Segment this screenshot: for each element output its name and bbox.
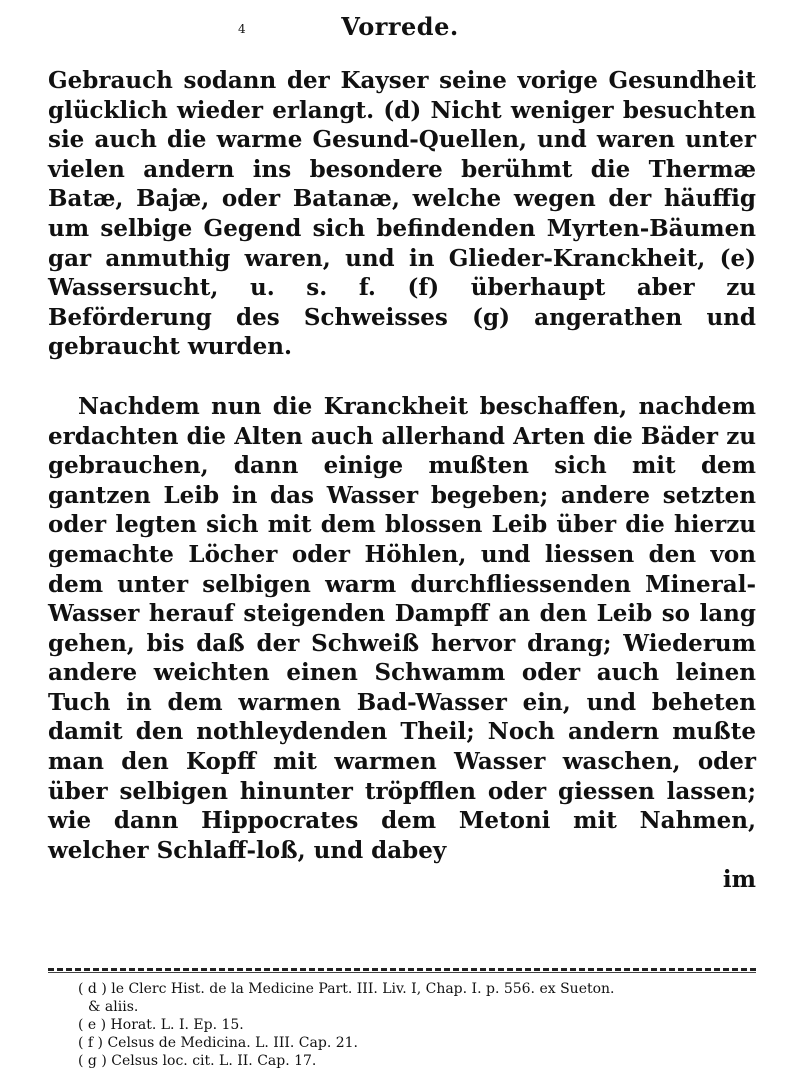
running-head: Vorrede. xyxy=(341,12,459,41)
footnote-g: ( g ) Celsus loc. cit. L. II. Cap. 17. xyxy=(78,1053,317,1069)
footnote-rule xyxy=(48,968,756,971)
paragraph-1: Gebrauch sodann der Kayser seine vorige Gesundheit glücklich wieder erlangt. (d) Nicht weniger besuchten sie auch die warme Gesund-Quellen, und waren unter vielen andern ins besondere berühmt die Thermæ Batæ, Bajæ, oder Batanæ, welche wegen der häuffig um selbige Gegend sich befindenden Myrten-Bäumen gar anmuthig waren, und in Glieder-Kranckheit, (e) Wassersucht, u. s. f. (f) überhaupt aber zu Beförderung des Schweisses (g) angerathen und gebraucht wurden. xyxy=(48,67,756,361)
footnote-f: ( f ) Celsus de Medicina. L. III. Cap. 21. xyxy=(78,1035,358,1051)
catchword: im xyxy=(722,866,756,894)
footnote-d-continued: & aliis. xyxy=(88,999,139,1015)
page-mark: 4 xyxy=(238,22,246,36)
footnotes xyxy=(78,980,768,1070)
footnote-e: ( e ) Horat. L. I. Ep. 15. xyxy=(78,1017,244,1033)
footnote-rule-thin xyxy=(48,972,756,973)
paragraph-2: Nachdem nun die Kranckheit beschaffen, nachdem erdachten die Alten auch allerhand Arten die Bäder zu gebrauchen, dann einige mußten sich mit dem gantzen Leib in das Wasser begeben; andere setzten oder legten sich mit dem blossen Leib über die hierzu gemachte Löcher oder Höhlen, und liessen den von dem unter selbigen warm durchfliessenden Mineral-Wasser herauf steigenden Dampff an den Leib so lang gehen, bis daß der Schweiß hervor drang; Wiederum andere weichten einen Schwamm oder auch leinen Tuch in dem warmen Bad-Wasser ein, und beheten damit den nothleydenden Theil; Noch andern mußte man den Kopff mit warmen Wasser waschen, oder über selbigen hinunter tröpfflen oder giessen lassen; wie dann Hippocrates dem Metoni mit Nahmen, welcher Schlaff-loß, und dabey xyxy=(48,392,756,864)
main-text xyxy=(48,66,756,895)
footnote-d: ( d ) le Clerc Hist. de la Medicine Part. III. Liv. I, Chap. I. p. 556. ex Sueton. xyxy=(78,981,615,997)
